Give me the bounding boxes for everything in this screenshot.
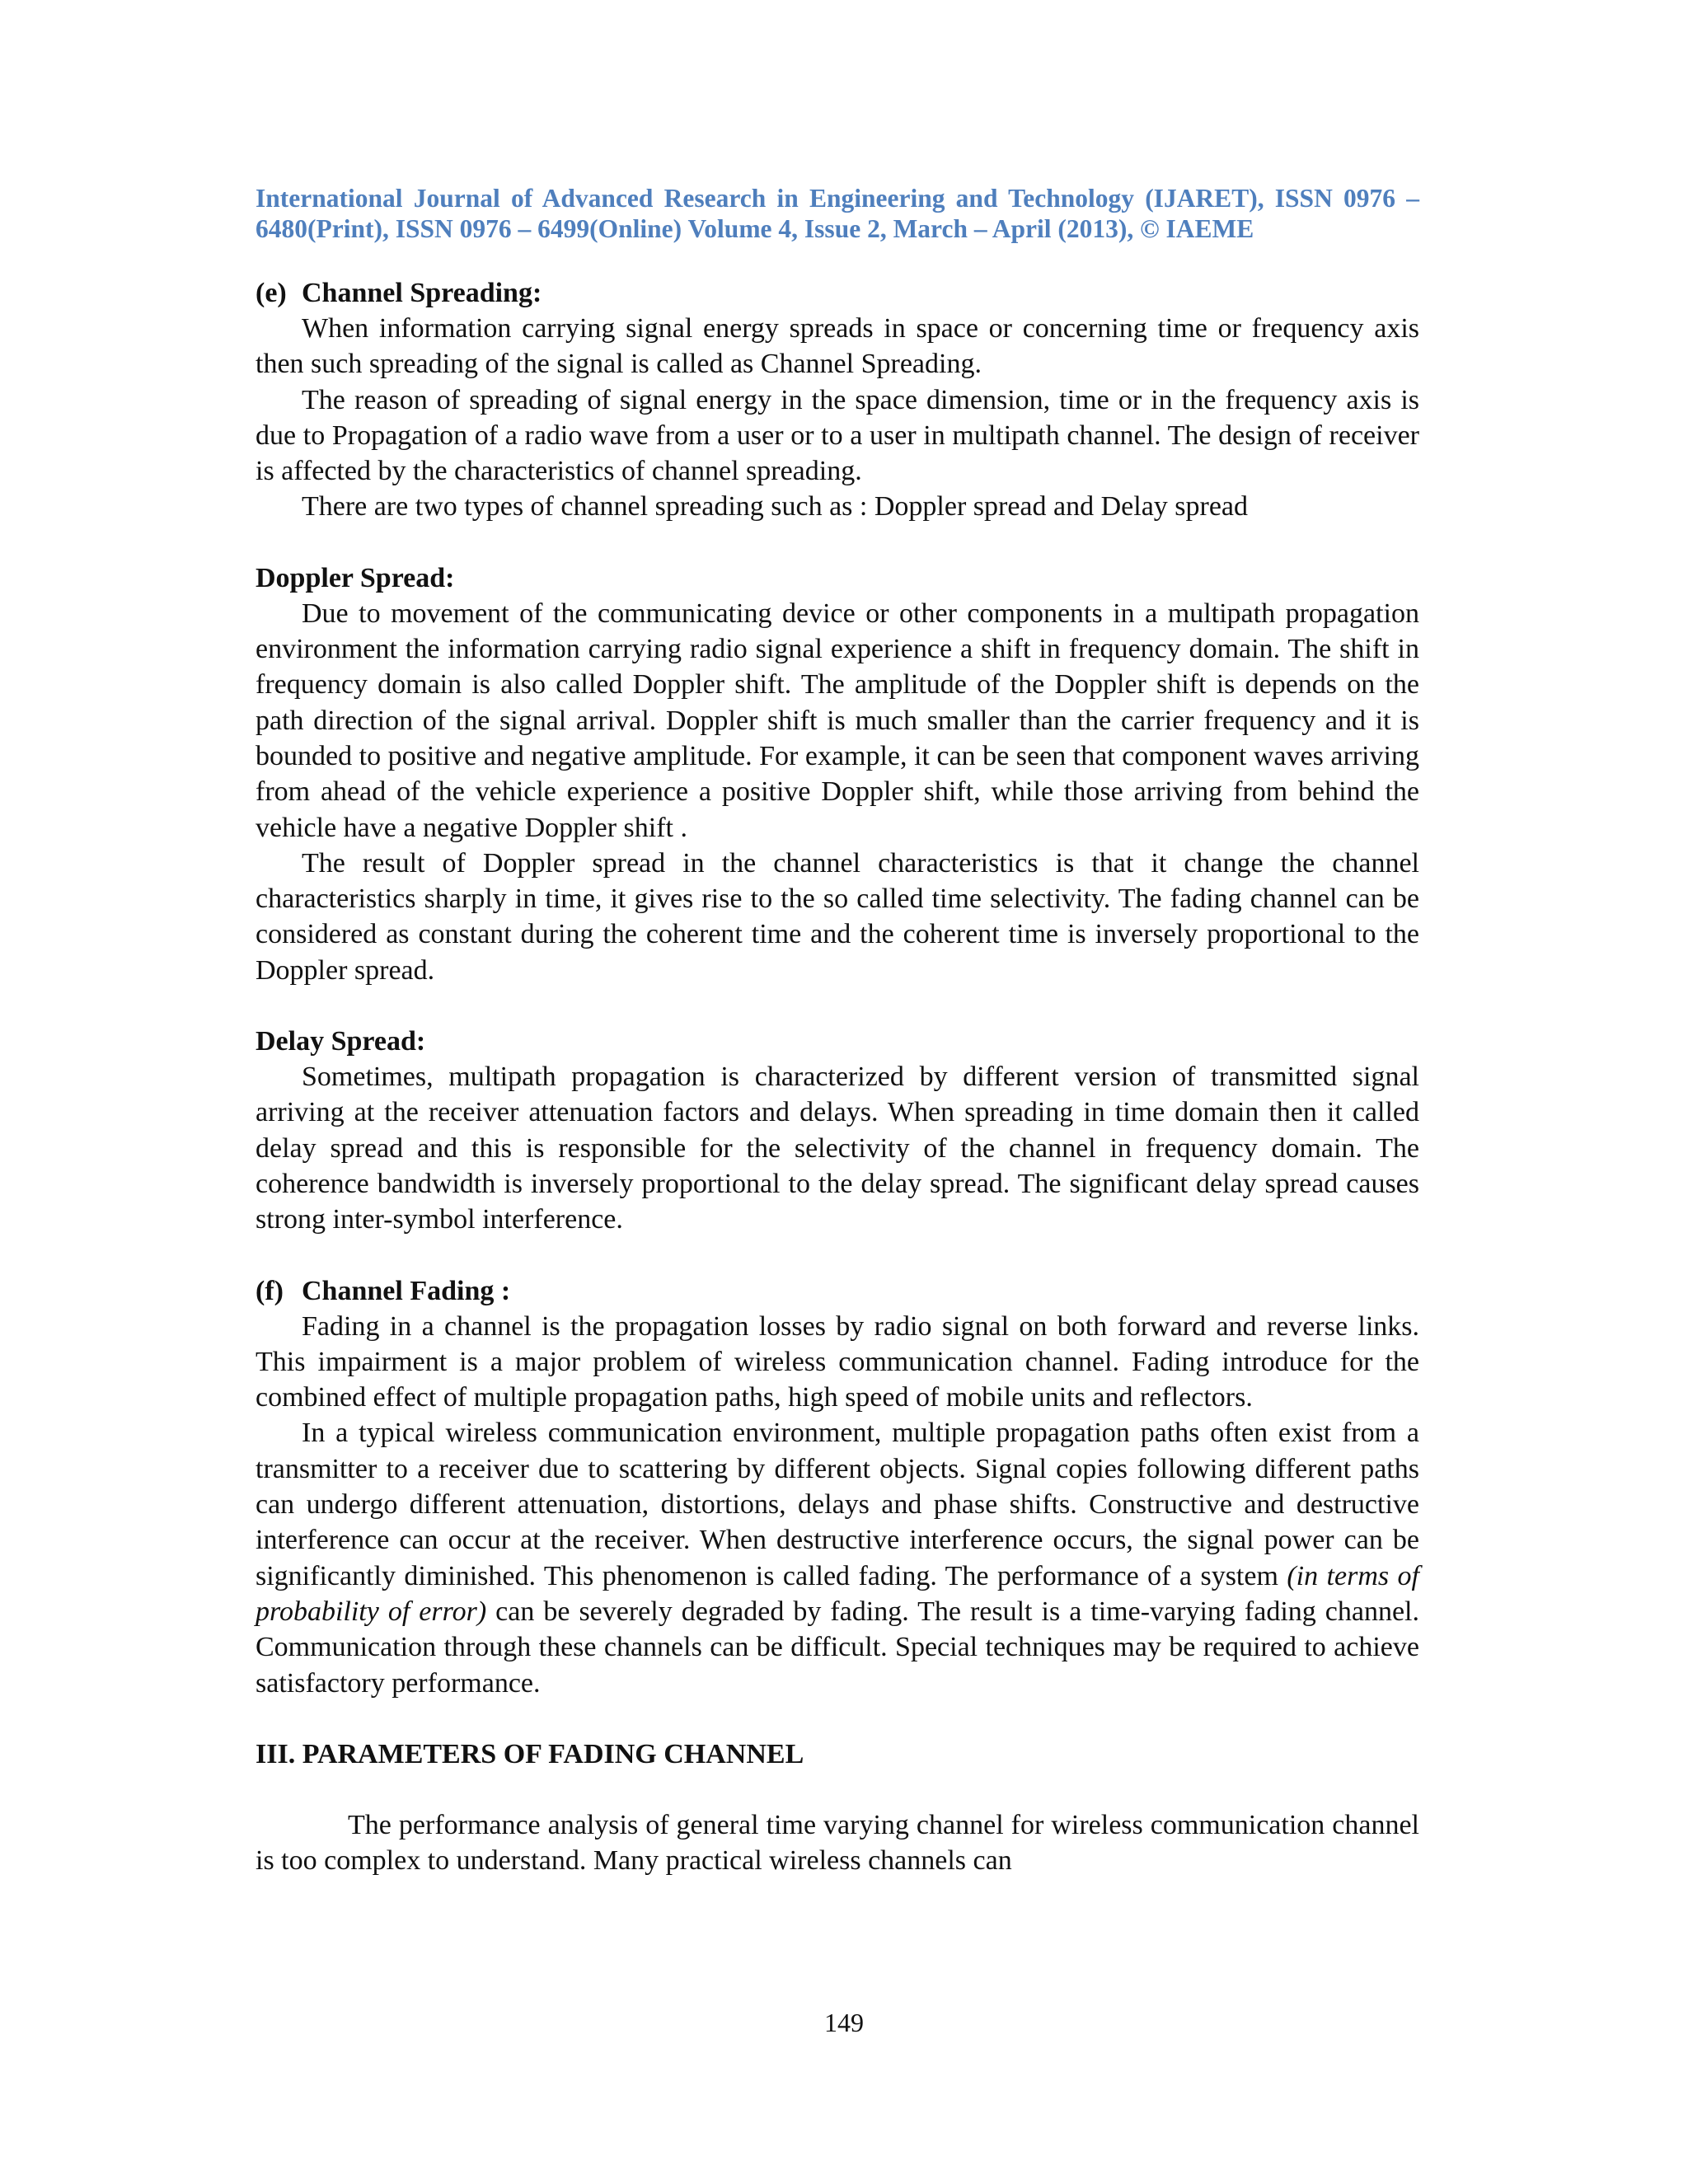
spacer bbox=[256, 1238, 1419, 1273]
paragraph: Fading in a channel is the propagation losses by radio signal on both forward and reverse links. This impairment is a major problem of wireless communication channel. Fading introduce for the combined effect of multiple propagation paths, high speed of mobile units and reflectors. bbox=[256, 1310, 1419, 1413]
paragraph: The result of Doppler spread in the channel characteristics is that it change the channel characteristics sharply in time, it gives rise to the so called time selectivity. The fading channel can be considered as constant during the coherent time and the coherent time is inversely proportional to the Doppler spread. bbox=[256, 847, 1419, 986]
paragraph: The performance analysis of general time varying channel for wireless communication channel is too complex to understand. Many practical wireless channels can bbox=[256, 1809, 1419, 1877]
paragraph: Due to movement of the communicating device or other components in a multipath propagation environment the information carrying radio signal experience a shift in frequency domain. The shift in frequency domain is also called Doppler shift. The amplitude of the Doppler shift is depends on the path direction of the signal arrival. Doppler shift is much smaller than the carrier frequency and it is bounded to positive and negative amplitude. For example, it can be seen that component waves arriving from ahead of the vehicle experience a positive Doppler shift, while those arriving from behind the vehicle have a negative Doppler shift . bbox=[256, 598, 1419, 843]
heading-number: (f) bbox=[256, 1275, 284, 1306]
paragraph: When information carrying signal energy spreads in space or concerning time or frequency axis then such spreading of the signal is called as Channel Spreading. bbox=[256, 313, 1419, 380]
paragraph: Sometimes, multipath propagation is characterized by different version of transmitted signal arriving at the receiver attenuation factors and delays. When spreading in time domain then it called delay spread and this is responsible for the selectivity of the channel in frequency domain. The coherence bandwidth is inversely proportional to the delay spread. The significant delay spread causes strong inter-symbol interference. bbox=[256, 1062, 1419, 1235]
paragraph-italic-text: (in terms of probability of error) bbox=[256, 1560, 1419, 1627]
spacer bbox=[256, 988, 1419, 1024]
page-body bbox=[256, 183, 1419, 1878]
heading-parameters-of-fading-channel: III. PARAMETERS OF FADING CHANNEL bbox=[256, 1738, 804, 1769]
paragraph: There are two types of channel spreading such as : Doppler spread and Delay spread bbox=[302, 491, 1249, 523]
heading-delay-spread: Delay Spread: bbox=[256, 1026, 426, 1057]
paragraph: The reason of spreading of signal energy in the space dimension, time or in the frequency axis is due to Propagation of a radio wave from a user or to a user in multipath channel. The design of receiver is affected by the characteristics of channel spreading. bbox=[256, 384, 1419, 487]
page-number: 149 bbox=[824, 2008, 864, 2037]
heading-title: Channel Spreading: bbox=[302, 278, 542, 308]
heading-doppler-spread: Doppler Spread: bbox=[256, 562, 455, 593]
journal-header: International Journal of Advanced Research in Engineering and Technology (IJARET), ISSN 0976 – 6480(Print), ISSN 0976 – 6499(Online) Volume 4, Issue 2, March – April (2013), © IAEME bbox=[256, 184, 1419, 243]
heading-title: Channel Fading : bbox=[302, 1275, 511, 1306]
spacer bbox=[256, 525, 1419, 560]
paragraph-text: In a typical wireless communication environment, multiple propagation paths often exist from a transmitter to a receiver due to scattering by different objects. Signal copies following different paths can undergo different attenuation, distortions, delays and phase shifts. Constructive and destructive interference can occur at the receiver. When destructive interference occurs, the signal power can be significantly diminished. This phenomenon is called fading. The performance of a system bbox=[256, 1418, 1419, 1591]
spacer bbox=[256, 1701, 1419, 1736]
heading-channel-spreading bbox=[256, 275, 1419, 311]
paragraph bbox=[256, 1415, 1419, 1700]
spacer bbox=[256, 1772, 1419, 1807]
paragraph-text: can be severely degraded by fading. The result is a time-varying fading channel. Communication through these channels can be difficult. Special techniques may be required to achieve satisfactory performance. bbox=[256, 1596, 1419, 1699]
heading-number: (e) bbox=[256, 278, 287, 308]
heading-channel-fading bbox=[256, 1273, 1419, 1309]
